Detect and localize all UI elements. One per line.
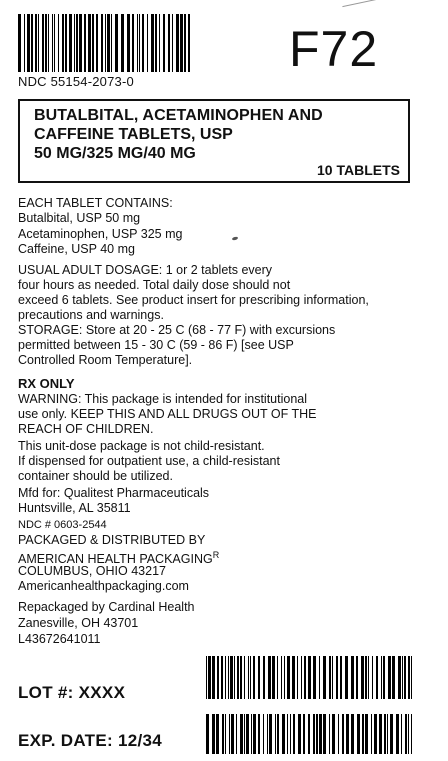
ndc-barcode xyxy=(18,14,190,72)
product-strength: 50 MG/325 MG/40 MG xyxy=(34,145,196,162)
distributor-line3: COLUMBUS, OHIO 43217 xyxy=(18,564,166,578)
registered-mark: R xyxy=(212,550,220,560)
dosage-line: USUAL ADULT DOSAGE: 1 or 2 tablets every xyxy=(18,263,273,277)
ingredient-butalbital: Butalbital, USP 50 mg xyxy=(18,211,141,225)
barcode-bar xyxy=(188,14,190,72)
contains-heading: EACH TABLET CONTAINS: xyxy=(18,196,173,210)
manufacturer-line: Mfd for: Qualitest Pharmaceuticals xyxy=(18,486,210,500)
storage-line: permitted between 15 - 30 C (59 - 86 F) [see USP xyxy=(18,338,294,352)
storage-line: STORAGE: Store at 20 - 25 C (68 - 77 F) with excursions xyxy=(18,323,336,337)
warning-line: use only. KEEP THIS AND ALL DRUGS OUT OF THE xyxy=(18,407,317,421)
distributor-line1: PACKAGED & DISTRIBUTED BY xyxy=(18,533,206,547)
repackager-code: L43672641011 xyxy=(18,632,101,646)
warning-line: WARNING: This package is intended for institutional xyxy=(18,392,308,406)
repackager-line: Zanesville, OH 43701 xyxy=(18,616,139,630)
lot-number: LOT #: XXXX xyxy=(18,683,126,702)
ingredient-caffeine: Caffeine, USP 40 mg xyxy=(18,242,135,256)
barcode-bar xyxy=(411,714,412,754)
expiration-date: EXP. DATE: 12/34 xyxy=(18,731,163,750)
print-speck xyxy=(232,236,239,240)
ingredient-acetaminophen: Acetaminophen, USP 325 mg xyxy=(18,227,183,241)
dosage-line: precautions and warnings. xyxy=(18,308,164,322)
manufacturer-line: Huntsville, AL 35811 xyxy=(18,501,131,515)
lot-barcode xyxy=(206,656,412,699)
warning-line: This unit-dose package is not child-resistant. xyxy=(18,439,265,453)
product-code: F72 xyxy=(289,21,379,77)
warning-line: If dispensed for outpatient use, a child-resistant xyxy=(18,454,280,468)
dosage-line: exceed 6 tablets. See product insert for prescribing information, xyxy=(18,293,369,307)
distributor-name: AMERICAN HEALTH PACKAGING xyxy=(18,552,213,567)
scratch-mark xyxy=(342,0,381,7)
distributor-website: Americanhealthpackaging.com xyxy=(18,579,189,593)
warning-line: REACH OF CHILDREN. xyxy=(18,422,154,436)
ndc-number: NDC 55154-2073-0 xyxy=(18,74,134,89)
storage-line: Controlled Room Temperature]. xyxy=(18,353,193,367)
warning-line: container should be utilized. xyxy=(18,469,173,483)
expiration-barcode xyxy=(206,714,412,754)
product-name-line1: BUTALBITAL, ACETAMINOPHEN AND xyxy=(34,107,323,124)
tablet-count: 10 TABLETS xyxy=(317,162,400,178)
manufacturer-ndc: NDC # 0603-2544 xyxy=(18,519,107,531)
repackager-line: Repackaged by Cardinal Health xyxy=(18,600,195,614)
barcode-bar xyxy=(411,656,412,699)
product-name-box xyxy=(18,99,410,183)
product-name-line2: CAFFEINE TABLETS, USP xyxy=(34,126,233,143)
rx-only-label: RX ONLY xyxy=(18,376,75,391)
dosage-line: four hours as needed. Total daily dose should not xyxy=(18,278,291,292)
